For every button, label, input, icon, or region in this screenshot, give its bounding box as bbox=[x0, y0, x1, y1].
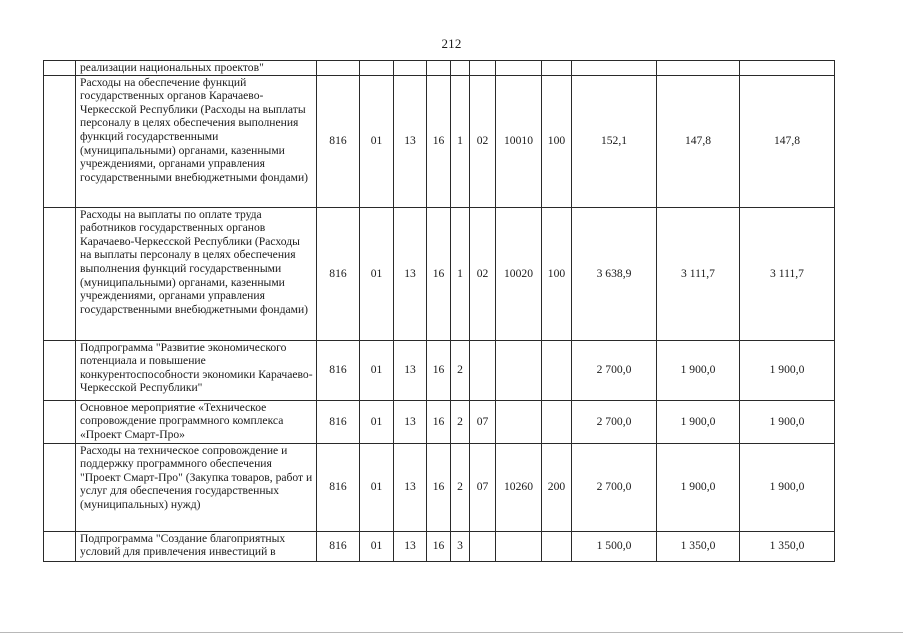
subprogram-code: 2 bbox=[451, 443, 470, 531]
row-index-cell bbox=[44, 400, 76, 443]
table-row bbox=[44, 531, 835, 561]
subsection-code: 13 bbox=[394, 531, 427, 561]
table-row bbox=[44, 207, 835, 340]
program-code bbox=[427, 61, 451, 76]
program-code: 16 bbox=[427, 531, 451, 561]
ministry-code: 816 bbox=[317, 207, 360, 340]
subprogram-code: 1 bbox=[451, 75, 470, 207]
expense-type-code: 100 bbox=[542, 75, 572, 207]
amount-year-3 bbox=[740, 61, 835, 76]
amount-year-1: 1 500,0 bbox=[572, 531, 657, 561]
program-code: 16 bbox=[427, 443, 451, 531]
direction-code: 10010 bbox=[496, 75, 542, 207]
table-row bbox=[44, 340, 835, 400]
expense-type-code bbox=[542, 400, 572, 443]
row-index-cell bbox=[44, 61, 76, 76]
section-code: 01 bbox=[360, 443, 394, 531]
section-code: 01 bbox=[360, 75, 394, 207]
section-code: 01 bbox=[360, 531, 394, 561]
ministry-code: 816 bbox=[317, 531, 360, 561]
direction-code bbox=[496, 61, 542, 76]
amount-year-3: 1 900,0 bbox=[740, 400, 835, 443]
amount-year-2: 1 350,0 bbox=[657, 531, 740, 561]
subsection-code bbox=[394, 61, 427, 76]
row-description: Расходы на обеспечение функций государственных органов Карачаево-Черкесской Республики (Расходы на выплаты персоналу в целях обеспечения выполнения функций государственными (муниципальными) органами, казенными учреждениями, органами управления государственными внебюджетными фондами) bbox=[76, 75, 317, 207]
subsection-code: 13 bbox=[394, 400, 427, 443]
section-code: 01 bbox=[360, 340, 394, 400]
direction-code: 10260 bbox=[496, 443, 542, 531]
expense-type-code: 100 bbox=[542, 207, 572, 340]
amount-year-2: 3 111,7 bbox=[657, 207, 740, 340]
event-code bbox=[470, 531, 496, 561]
ministry-code: 816 bbox=[317, 400, 360, 443]
program-code: 16 bbox=[427, 207, 451, 340]
section-code bbox=[360, 61, 394, 76]
subsection-code: 13 bbox=[394, 207, 427, 340]
subsection-code: 13 bbox=[394, 75, 427, 207]
program-code: 16 bbox=[427, 400, 451, 443]
event-code: 07 bbox=[470, 443, 496, 531]
direction-code bbox=[496, 340, 542, 400]
table-row bbox=[44, 75, 835, 207]
event-code bbox=[470, 340, 496, 400]
table-row bbox=[44, 61, 835, 76]
row-description: Подпрограмма "Развитие экономического потенциала и повышение конкурентоспособности экономики Карачаево-Черкесской Республики" bbox=[76, 340, 317, 400]
page-bottom-rule bbox=[0, 632, 903, 633]
amount-year-2 bbox=[657, 61, 740, 76]
event-code: 07 bbox=[470, 400, 496, 443]
amount-year-3: 1 900,0 bbox=[740, 340, 835, 400]
amount-year-3: 1 350,0 bbox=[740, 531, 835, 561]
amount-year-1 bbox=[572, 61, 657, 76]
subsection-code: 13 bbox=[394, 443, 427, 531]
table-row bbox=[44, 443, 835, 531]
amount-year-2: 147,8 bbox=[657, 75, 740, 207]
section-code: 01 bbox=[360, 207, 394, 340]
row-index-cell bbox=[44, 443, 76, 531]
table-row bbox=[44, 400, 835, 443]
row-description: реализации национальных проектов" bbox=[76, 61, 317, 76]
amount-year-1: 3 638,9 bbox=[572, 207, 657, 340]
row-description: Расходы на техническое сопровождение и поддержку программного обеспечения "Проект Смарт-Про" (Закупка товаров, работ и услуг для обеспечения государственных (муниципальных) нужд) bbox=[76, 443, 317, 531]
amount-year-2: 1 900,0 bbox=[657, 443, 740, 531]
budget-table bbox=[43, 60, 835, 562]
expense-type-code bbox=[542, 340, 572, 400]
subprogram-code: 2 bbox=[451, 340, 470, 400]
direction-code: 10020 bbox=[496, 207, 542, 340]
amount-year-3: 1 900,0 bbox=[740, 443, 835, 531]
amount-year-1: 152,1 bbox=[572, 75, 657, 207]
ministry-code bbox=[317, 61, 360, 76]
subprogram-code: 1 bbox=[451, 207, 470, 340]
program-code: 16 bbox=[427, 340, 451, 400]
row-description: Основное мероприятие «Техническое сопровождение программного комплекса «Проект Смарт-Про» bbox=[76, 400, 317, 443]
amount-year-3: 147,8 bbox=[740, 75, 835, 207]
subsection-code: 13 bbox=[394, 340, 427, 400]
event-code: 02 bbox=[470, 207, 496, 340]
row-description: Подпрограмма "Создание благоприятных условий для привлечения инвестиций в bbox=[76, 531, 317, 561]
row-index-cell bbox=[44, 207, 76, 340]
row-index-cell bbox=[44, 75, 76, 207]
expense-type-code bbox=[542, 61, 572, 76]
expense-type-code bbox=[542, 531, 572, 561]
row-description: Расходы на выплаты по оплате труда работников государственных органов Карачаево-Черкесской Республики (Расходы на выплаты персоналу в целях обеспечения выполнения функций государственными (муниципальными) органами, казенными учреждениями, органами управления государственными внебюджетными фондами) bbox=[76, 207, 317, 340]
subprogram-code: 2 bbox=[451, 400, 470, 443]
expense-type-code: 200 bbox=[542, 443, 572, 531]
ministry-code: 816 bbox=[317, 443, 360, 531]
direction-code bbox=[496, 531, 542, 561]
row-index-cell bbox=[44, 340, 76, 400]
ministry-code: 816 bbox=[317, 340, 360, 400]
program-code: 16 bbox=[427, 75, 451, 207]
subprogram-code bbox=[451, 61, 470, 76]
ministry-code: 816 bbox=[317, 75, 360, 207]
amount-year-1: 2 700,0 bbox=[572, 400, 657, 443]
amount-year-1: 2 700,0 bbox=[572, 340, 657, 400]
amount-year-2: 1 900,0 bbox=[657, 400, 740, 443]
amount-year-2: 1 900,0 bbox=[657, 340, 740, 400]
subprogram-code: 3 bbox=[451, 531, 470, 561]
event-code: 02 bbox=[470, 75, 496, 207]
amount-year-3: 3 111,7 bbox=[740, 207, 835, 340]
row-index-cell bbox=[44, 531, 76, 561]
direction-code bbox=[496, 400, 542, 443]
table-body bbox=[44, 61, 835, 562]
section-code: 01 bbox=[360, 400, 394, 443]
amount-year-1: 2 700,0 bbox=[572, 443, 657, 531]
page-number: 212 bbox=[441, 36, 462, 51]
event-code bbox=[470, 61, 496, 76]
